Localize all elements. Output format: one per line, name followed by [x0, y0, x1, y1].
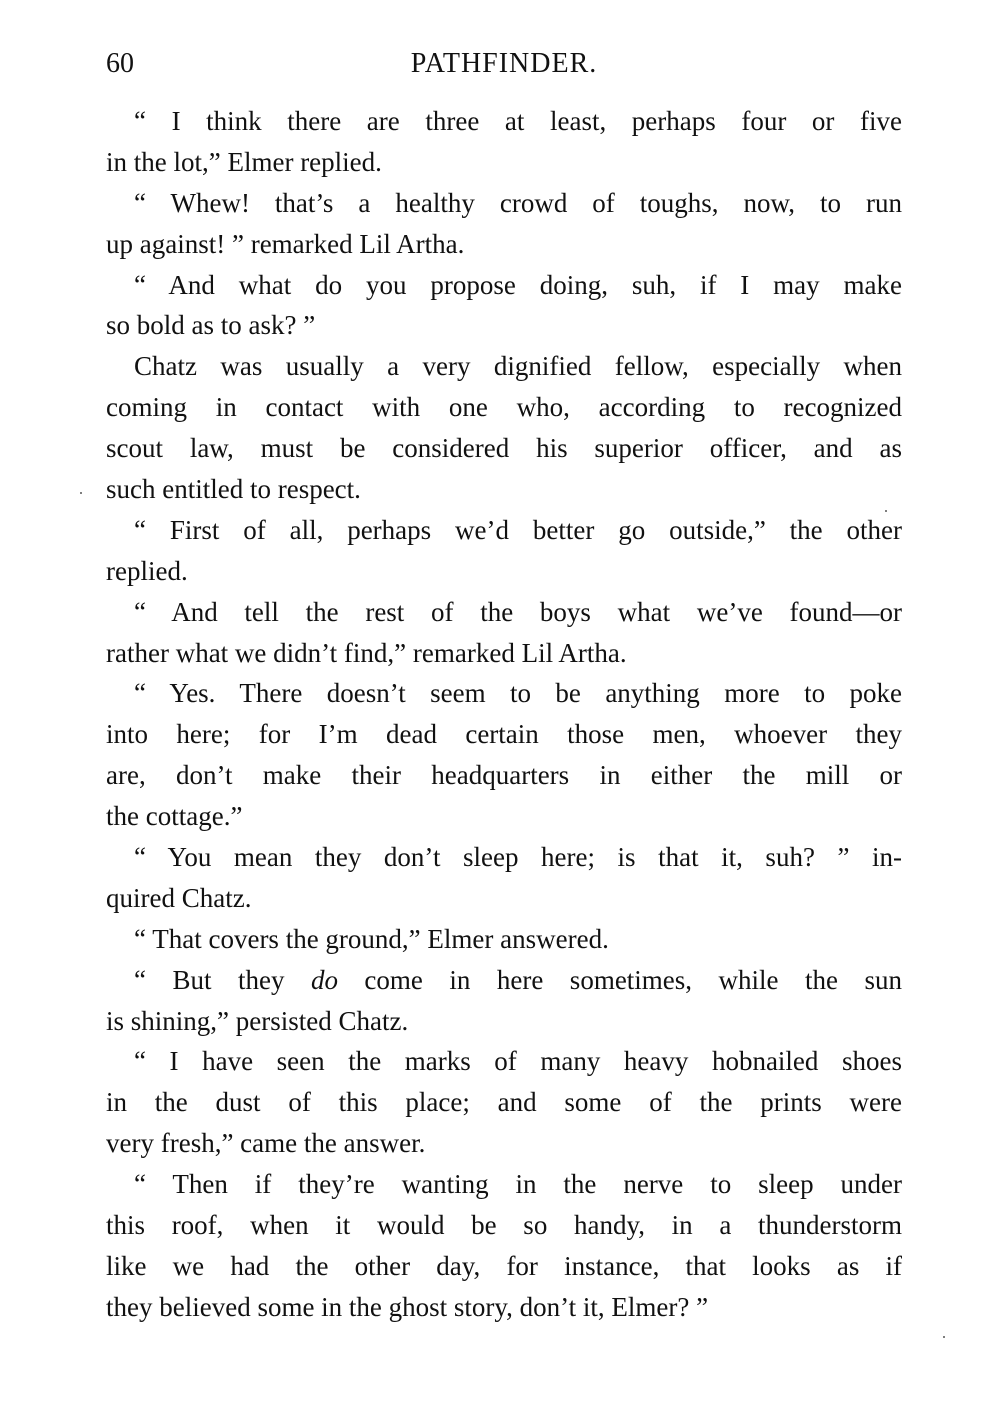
paragraph: [106, 919, 902, 960]
text-line: so bold as to ask? ”: [106, 310, 316, 341]
text-line: “ Whew! that’s a healthy crowd of toughs, now, to run: [134, 187, 902, 218]
text-line: are, don’t make their headquarters in either the mill or: [106, 760, 902, 791]
text-line: “ And what do you propose doing, suh, if I may make: [134, 269, 902, 300]
text-line: in the dust of this place; and some of the prints were: [106, 1087, 902, 1118]
text-line: the cottage.”: [106, 801, 243, 832]
text-line: replied.: [106, 555, 188, 586]
text-line: “ That covers the ground,” Elmer answered.: [134, 923, 609, 954]
paragraph: [106, 510, 902, 592]
text-line: “ Then if they’re wanting in the nerve to sleep under: [134, 1169, 902, 1200]
text-line: scout law, must be considered his superior officer, and as: [106, 433, 902, 464]
text-line: quired Chatz.: [106, 882, 252, 913]
paragraph: [106, 592, 902, 674]
text-line: Chatz was usually a very dignified fellow, especially when: [134, 351, 902, 382]
paragraph: [106, 346, 902, 510]
paragraph: [106, 183, 902, 265]
text-line: “ And tell the rest of the boys what we’ve found—or: [134, 596, 902, 627]
text-segment: come in here sometimes, while the sun: [337, 964, 902, 995]
paragraph: [106, 101, 902, 183]
running-title: PATHFINDER.: [410, 48, 598, 79]
scan-speck: [943, 1336, 945, 1338]
text-line: rather what we didn’t find,” remarked Lil Artha.: [106, 637, 627, 668]
text-line: “ Yes. There doesn’t seem to be anything more to poke: [134, 678, 902, 709]
scan-speck: [80, 492, 82, 494]
text-line: like we had the other day, for instance, that looks as if: [106, 1250, 902, 1281]
running-head: [106, 44, 902, 84]
text-line: is shining,” persisted Chatz.: [106, 1005, 409, 1036]
page-number: 60: [106, 48, 134, 79]
text-line: [106, 960, 902, 1001]
text-line: “ I have seen the marks of many heavy hobnailed shoes: [134, 1046, 902, 1077]
paragraph: [106, 265, 902, 347]
text-line: in the lot,” Elmer replied.: [106, 146, 382, 177]
text-line: “ You mean they don’t sleep here; is that it, suh? ” in-: [134, 842, 902, 873]
text-line: up against! ” remarked Lil Artha.: [106, 228, 465, 259]
paragraph: [106, 1041, 902, 1164]
text-line: “ I think there are three at least, perhaps four or five: [134, 106, 902, 136]
paragraph: [106, 673, 902, 837]
text-line: this roof, when it would be so handy, in a thunderstorm: [106, 1210, 902, 1241]
text-line: very fresh,” came the answer.: [106, 1128, 426, 1159]
scan-speck: [885, 510, 887, 512]
text-line: they believed some in the ghost story, don’t it, Elmer? ”: [106, 1291, 709, 1322]
paragraph: [106, 837, 902, 919]
text-line: “ First of all, perhaps we’d better go outside,” the other: [134, 514, 902, 545]
paragraph: [106, 960, 902, 1042]
text-segment: “ But they: [134, 964, 311, 995]
text-line: such entitled to respect.: [106, 474, 361, 505]
paragraph: [106, 1164, 902, 1328]
text-line: into here; for I’m dead certain those men, whoever they: [106, 719, 902, 750]
emphasis-text: do: [310, 964, 338, 995]
text-line: coming in contact with one who, according to recognized: [106, 392, 902, 423]
body-text: [106, 101, 902, 1328]
